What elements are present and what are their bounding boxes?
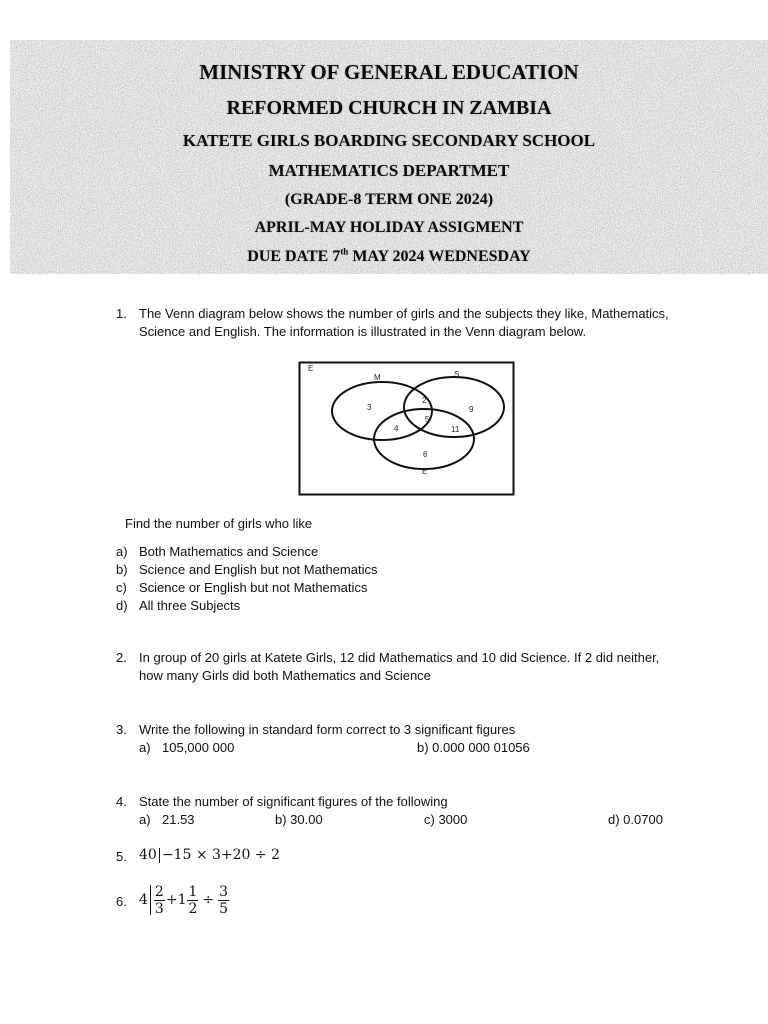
header-banner xyxy=(10,40,768,274)
question-5-number: 5. xyxy=(116,849,127,864)
header-assignment: APRIL-MAY HOLIDAY ASSIGMENT xyxy=(254,219,524,236)
venn-value-m-only: 3 xyxy=(367,403,372,412)
header-church: REFORMED CHURCH IN ZAMBIA xyxy=(226,97,552,119)
question-5-expression xyxy=(139,846,280,864)
q4-part-b: b) 30.00 xyxy=(275,812,323,827)
question-6-expression xyxy=(139,883,230,917)
q1-part-b-text: Science and English but not Mathematics xyxy=(139,562,378,577)
venn-circle-m xyxy=(332,382,432,440)
q6-plus: +1 xyxy=(165,892,187,908)
venn-diagram xyxy=(298,361,516,497)
header-school: KATETE GIRLS BOARDING SECONDARY SCHOOL xyxy=(182,131,596,150)
q4-part-c: c) 3000 xyxy=(424,812,468,827)
question-1-text-line2: Science and English. The information is illustrated in the Venn diagram below. xyxy=(139,324,587,339)
venn-value-s-only: 9 xyxy=(469,405,474,414)
question-4-number: 4. xyxy=(116,794,127,809)
venn-label-s: S xyxy=(454,370,460,379)
question-2-number: 2. xyxy=(116,650,127,665)
q6-f3-numerator: 3 xyxy=(219,883,229,900)
q4-part-a-label: a) xyxy=(139,812,151,827)
venn-label-universal: E xyxy=(308,364,314,373)
venn-value-m-and-e: 4 xyxy=(394,424,399,433)
question-2-text-line1: In group of 20 girls at Katete Girls, 12 did Mathematics and 10 did Science. If 2 did neither, xyxy=(139,650,660,665)
question-3-number: 3. xyxy=(116,722,127,737)
question-1-find: Find the number of girls who like xyxy=(125,516,313,531)
question-3-text: Write the following in standard form correct to 3 significant figures xyxy=(139,722,516,737)
venn-value-all-three: 5 xyxy=(425,415,430,424)
q6-bracket-bar xyxy=(150,885,151,915)
question-4-text: State the number of significant figures of the following xyxy=(139,794,448,809)
due-date-pre: DUE DATE 7 xyxy=(247,248,341,265)
header-due-date xyxy=(10,248,768,266)
q6-f1-denominator: 3 xyxy=(154,900,164,917)
q6-f1-numerator: 2 xyxy=(154,883,164,900)
due-date-post: MAY 2024 WEDNESDAY xyxy=(348,248,531,265)
venn-value-m-and-s: 2 xyxy=(422,396,427,405)
header-department: MATHEMATICS DEPARTMET xyxy=(268,161,510,180)
venn-value-e-only: 6 xyxy=(423,450,428,459)
due-date-sup: th xyxy=(340,246,349,257)
question-1-number: 1. xyxy=(116,306,127,321)
q6-fraction-2 xyxy=(187,884,198,917)
question-2-text-line2: how many Girls did both Mathematics and Science xyxy=(139,668,431,683)
q5-expr: −15 × 3+20 ÷ 2 xyxy=(161,847,280,863)
q4-part-a-value: 21.53 xyxy=(162,812,195,827)
q3-part-a-label: a) xyxy=(139,740,151,755)
q3-part-b: b) 0.000 000 01056 xyxy=(417,740,530,755)
q5-bracket-bar xyxy=(159,848,160,863)
q5-lead: 40 xyxy=(139,847,157,863)
q1-part-d-text: All three Subjects xyxy=(139,598,241,613)
q3-part-a-value: 105,000 000 xyxy=(162,740,235,755)
question-1-text-line1: The Venn diagram below shows the number of girls and the subjects they like, Mathematics, xyxy=(139,306,669,321)
q1-part-d-label: d) xyxy=(116,598,128,613)
q1-part-b-label: b) xyxy=(116,562,128,577)
q6-fraction-3 xyxy=(218,884,229,917)
header-grade-term: (GRADE-8 TERM ONE 2024) xyxy=(284,191,494,208)
q1-part-c-label: c) xyxy=(116,580,127,595)
question-6-number: 6. xyxy=(116,894,127,909)
q6-divide: ÷ xyxy=(202,892,215,908)
q6-lead: 4 xyxy=(139,892,148,908)
q1-part-a-text: Both Mathematics and Science xyxy=(139,544,319,559)
q4-part-d: d) 0.0700 xyxy=(608,812,663,827)
q1-part-c-text: Science or English but not Mathematics xyxy=(139,580,368,595)
venn-label-m: M xyxy=(374,373,381,382)
q6-f3-denominator: 5 xyxy=(219,900,229,917)
header-ministry: MINISTRY OF GENERAL EDUCATION xyxy=(199,60,579,84)
q1-part-a-label: a) xyxy=(116,544,128,559)
q6-fraction-1 xyxy=(154,884,165,917)
q6-f2-numerator: 1 xyxy=(188,883,198,900)
q6-f2-denominator: 2 xyxy=(188,900,198,917)
venn-label-e: E xyxy=(422,467,428,476)
venn-value-s-and-e: 11 xyxy=(451,425,460,434)
